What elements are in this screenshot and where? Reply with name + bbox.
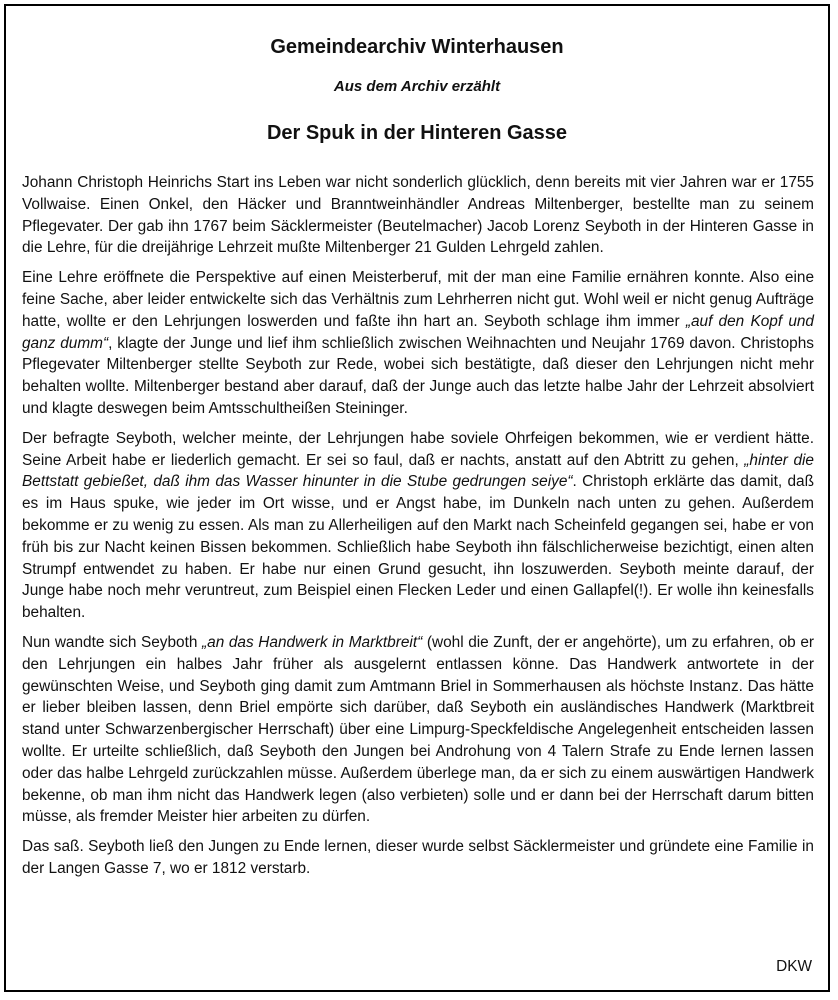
paragraph-3-quote: „hinter die Bettstatt gebießet, daß ihm das Wasser hinunter in die Stube gedrungen seiye“ — [22, 451, 814, 491]
paragraph-4 — [22, 632, 814, 828]
paragraph-4-text-b: (wohl die Zunft, der er angehörte), um zu erfahren, ob er den Lehrjungen ein halbes Jahr früher als ausgelernt entlassen könne. Das Handwerk antwortete in der gewünschten Weise, und Seyboth ging damit zum Amtmann Briel in Sommerhausen als höchste Instanz. Das hätte er lieber bleiben lassen, denn Briel empörte sich darüber, daß Seyboth ein ausländisches Handwerk (Marktbreit stand unter Schwarzenbergischer Herrschaft) über eine Limpurg-Speckfeldische Angelegenheit entscheiden lassen wollte. Er urteilte schließlich, daß Seyboth den Jungen bei Androhung von 4 Talern Strafe zu Ende lernen lassen oder das halbe Lehrgeld zurückzahlen müsse. Außerdem überlege man, da er sich zu einem auswärtigen Handwerk bekenne, ob man ihm nicht das Handwerk legen (also verbieten) solle und er dann bei der Herrschaft darum bitten müsse, als fremder Meister hier arbeiten zu dürfen. — [22, 633, 815, 826]
paragraph-3 — [22, 428, 814, 624]
article-body — [22, 172, 814, 888]
paragraph-1: Johann Christoph Heinrichs Start ins Leben war nicht sonderlich glücklich, denn bereits mit vier Jahren war er 1755 Vollwaise. Einen Onkel, den Häcker und Branntweinhändler Andreas Miltenberger, bestellte man zu seinem Pflegevater. Der gab ihn 1767 beim Säcklermeister (Beutelmacher) Jacob Lorenz Seyboth in der Hinteren Gasse in die Lehre, für die dreijährige Lehrzeit mußte Miltenberger 21 Gulden Lehrgeld zahlen. — [22, 174, 814, 257]
article-frame — [4, 4, 830, 992]
paragraph-2-text-a: Eine Lehre eröffnete die Perspektive auf einen Meisterberuf, mit der man eine Familie ernähren konnte. Also eine feine Sache, aber leider entwickelte sich das Verhältnis zum Lehrherren nicht gut. Wohl weil er nicht genug Aufträge hatte, wollte er den Lehrjungen loswerden und faßte ihn hart an. Seyboth schlage ihm immer — [22, 269, 814, 330]
author-signature: DKW — [776, 958, 812, 975]
paragraph-2-text-b: , klagte der Junge und lief ihm schließlich zwischen Weihnachten und Neujahr 1769 davon. Christophs Pflegevater Miltenberger stellte Seyboth zur Rede, wobei sich bestätigte, daß dieser den Lehrjungen nicht mehr behalten wollte. Miltenberger bestand aber darauf, daß der Junge auch das letzte halbe Jahr der Lehrzeit absolviert und klagte deswegen beim Amtsschultheißen Steininger. — [22, 334, 814, 417]
paragraph-4-quote: „an das Handwerk in Marktbreit“ — [202, 633, 423, 651]
archive-title: Gemeindearchiv Winterhausen — [270, 36, 564, 58]
paragraph-2 — [22, 267, 814, 420]
paragraph-3-text-a: Der befragte Seyboth, welcher meinte, der Lehrjungen habe soviele Ohrfeigen bekommen, wie er verdient hätte. Seine Arbeit habe er liederlich gemacht. Er sei so faul, daß er nachts, anstatt auf den Abtritt zu gehen, — [22, 429, 814, 469]
headline: Der Spuk in der Hinteren Gasse — [266, 122, 568, 144]
paragraph-5: Das saß. Seyboth ließ den Jungen zu Ende lernen, dieser wurde selbst Säcklermeister und gründete eine Familie in der Langen Gasse 7, wo er 1812 verstarb. — [22, 838, 814, 877]
subtitle: Aus dem Archiv erzählt — [333, 78, 501, 95]
paragraph-3-text-b: . Christoph erklärte das damit, daß es im Haus spuke, wie jeder im Ort wisse, und er Angst habe, im Dunkeln nach unten zu gehen. Außerdem bekomme er zu wenig zu essen. Als man zu Allerheiligen auf den Markt nach Scheinfeld gegangen sei, habe er von früh bis zur Nacht keinen Bissen bekommen. Schließlich habe Seyboth ihn fälschlicherweise bezichtigt, einen alten Strumpf entwendet zu haben. Er habe nur einen Grund gesucht, ihn loszuwerden. Seyboth meinte darauf, der Junge habe noch mehr veruntreut, zum Beispiel einen Flecken Leder und einen Gallapfel(!). Er wolle ihn keinesfalls behalten. — [22, 473, 814, 622]
paragraph-2-quote: „auf den Kopf und ganz dumm“ — [22, 312, 814, 352]
paragraph-4-text-a: Nun wandte sich Seyboth — [22, 633, 203, 651]
